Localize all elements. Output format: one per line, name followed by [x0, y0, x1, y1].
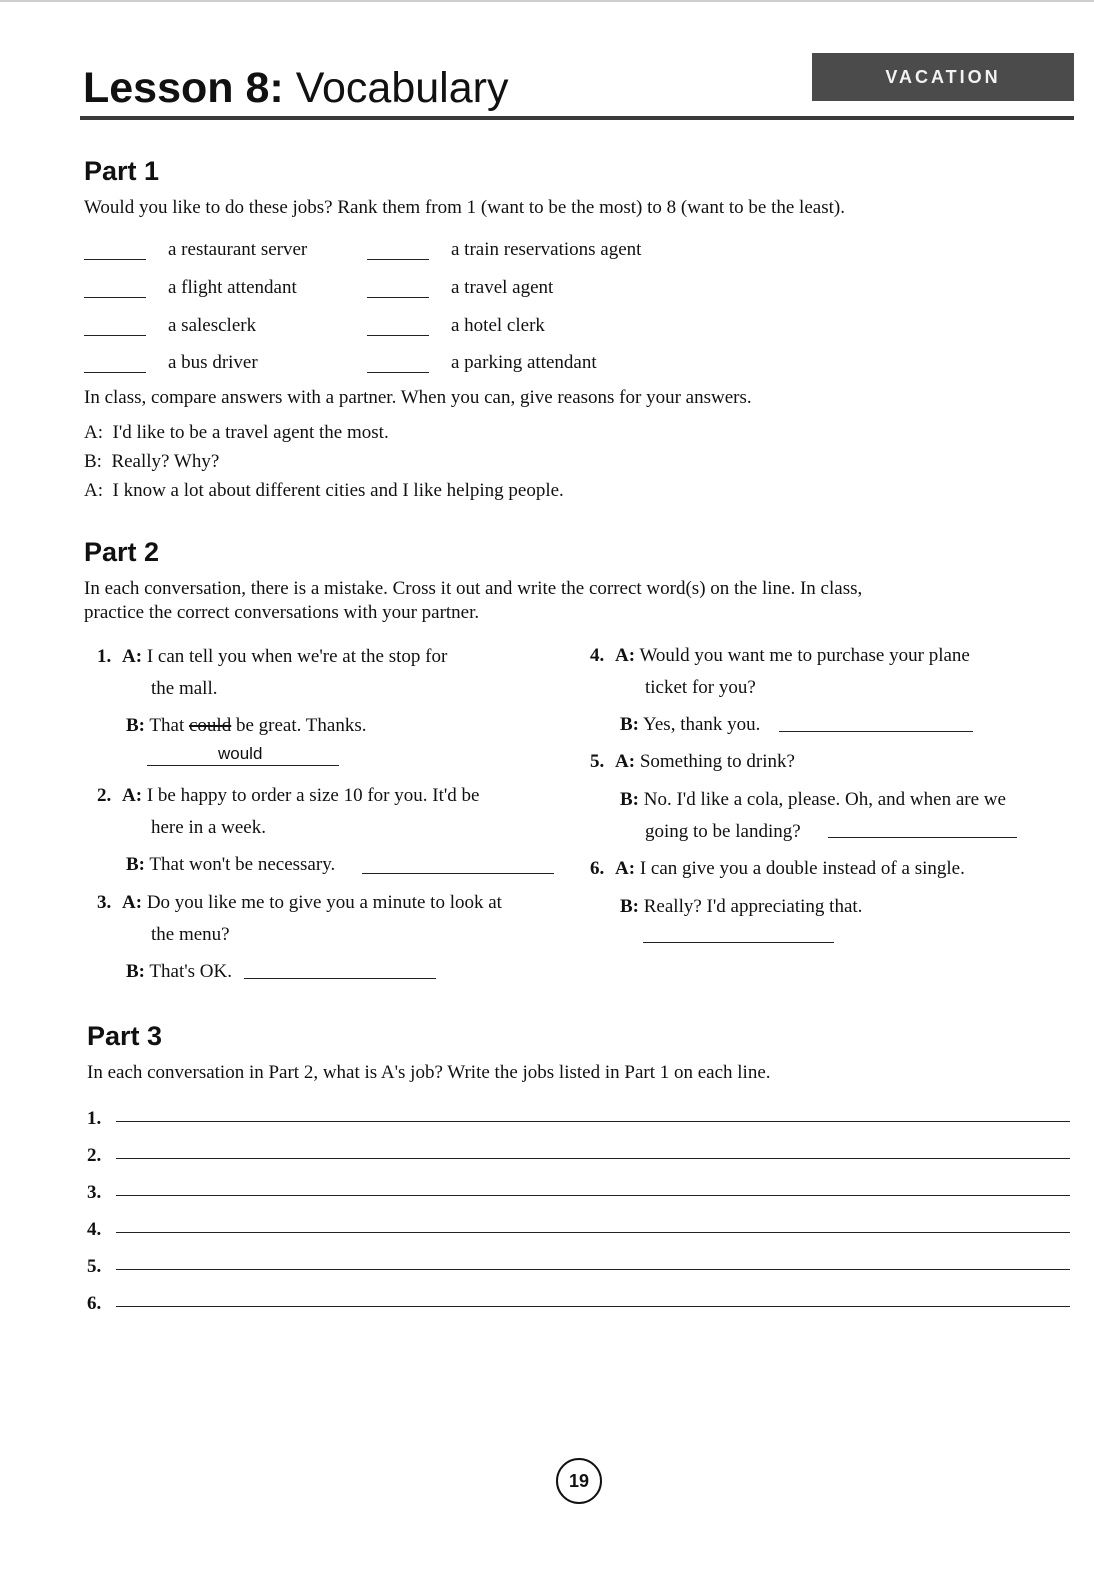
part1-heading: Part 1 — [84, 156, 160, 186]
job-label: a train reservations agent — [451, 239, 642, 260]
speaker-label: B: — [126, 854, 145, 875]
rank-blank[interactable] — [84, 372, 146, 373]
line-text: Really? I'd appreciating that. — [643, 896, 863, 917]
line-text: I be happy to order a size 10 for you. It'd be — [146, 785, 480, 806]
speaker-label: B: — [620, 714, 639, 735]
crossed-out-word: could — [189, 715, 232, 736]
response-line — [620, 713, 760, 737]
rank-blank[interactable] — [367, 297, 429, 298]
speaker-label: B: — [126, 715, 145, 736]
answer-blank[interactable] — [362, 873, 554, 874]
dialogue-line — [84, 421, 389, 445]
conversation-item-3 — [97, 891, 502, 915]
answer-line[interactable] — [116, 1269, 1070, 1270]
item-number: 1. — [97, 646, 112, 667]
line-text: Would you want me to purchase your plane — [639, 645, 970, 666]
line-text: No. I'd like a cola, please. Oh, and when are we — [643, 789, 1006, 810]
line-text: I can give you a double instead of a single. — [639, 858, 965, 879]
response-line — [126, 714, 366, 738]
item-number: 4. — [590, 645, 605, 666]
speaker-label: B: — [126, 961, 145, 982]
answer-blank[interactable] — [244, 978, 436, 979]
answer-line[interactable] — [116, 1306, 1070, 1307]
written-answer: would — [218, 744, 263, 763]
dialogue-line — [84, 450, 219, 474]
part2-instruction: In each conversation, there is a mistake. Cross it out and write the correct word(s) on the line. In class, — [84, 578, 863, 599]
line-continuation: going to be landing? — [645, 821, 801, 842]
response-line — [126, 960, 232, 984]
answer-blank[interactable] — [779, 731, 973, 732]
rank-blank[interactable] — [84, 297, 146, 298]
item-number: 6. — [590, 858, 605, 879]
part1-instruction: Would you like to do these jobs? Rank them from 1 (want to be the most) to 8 (want to be the least). — [84, 197, 845, 218]
rank-blank[interactable] — [367, 372, 429, 373]
conversation-item-5 — [590, 750, 795, 774]
speaker-label: A: — [122, 646, 143, 667]
speaker-label: A: — [122, 892, 143, 913]
dialogue-text: I'd like to be a travel agent the most. — [112, 422, 389, 443]
answer-line-number: 4. — [87, 1219, 102, 1240]
speaker-label: B: — [620, 789, 639, 810]
line-text: be great. Thanks. — [235, 715, 367, 736]
conversation-item-4 — [590, 644, 970, 668]
answer-blank[interactable] — [643, 942, 834, 943]
job-label: a salesclerk — [168, 315, 257, 336]
job-label: a flight attendant — [168, 277, 297, 298]
header-rule — [80, 116, 1074, 120]
answer-line-number: 3. — [87, 1182, 102, 1203]
speaker-label: A: — [84, 422, 103, 443]
speaker-label: A: — [122, 785, 143, 806]
job-label: a restaurant server — [168, 239, 308, 260]
line-text: That won't be necessary. — [149, 854, 336, 875]
part3-heading: Part 3 — [87, 1021, 163, 1051]
answer-blank[interactable] — [147, 765, 339, 766]
line-text: That's OK. — [149, 961, 232, 982]
conversation-item-6 — [590, 857, 965, 881]
lesson-name: Vocabulary — [295, 64, 509, 112]
answer-line[interactable] — [116, 1195, 1070, 1196]
part2-heading: Part 2 — [84, 537, 160, 567]
speaker-label: B: — [84, 451, 102, 472]
line-text: I can tell you when we're at the stop for — [146, 646, 448, 667]
item-number: 5. — [590, 751, 605, 772]
dialogue-line — [84, 479, 564, 503]
line-text: Yes, thank you. — [643, 714, 761, 735]
response-line — [620, 895, 862, 919]
answer-line[interactable] — [116, 1121, 1070, 1122]
speaker-label: A: — [615, 645, 636, 666]
line-text: Do you like me to give you a minute to look at — [146, 892, 502, 913]
job-label: a hotel clerk — [451, 315, 545, 336]
page-number: 19 — [556, 1458, 602, 1504]
line-continuation: the mall. — [151, 678, 218, 699]
part2-instruction: practice the correct conversations with your partner. — [84, 602, 480, 623]
answer-line[interactable] — [116, 1158, 1070, 1159]
dialogue-text: I know a lot about different cities and I like helping people. — [112, 480, 564, 501]
rank-blank[interactable] — [367, 259, 429, 260]
item-number: 3. — [97, 892, 112, 913]
answer-line-number: 5. — [87, 1256, 102, 1277]
dialogue-text: Really? Why? — [111, 451, 220, 472]
speaker-label: A: — [615, 858, 636, 879]
rank-blank[interactable] — [367, 335, 429, 336]
job-label: a travel agent — [451, 277, 554, 298]
answer-blank[interactable] — [828, 837, 1017, 838]
speaker-label: A: — [615, 751, 636, 772]
line-continuation: ticket for you? — [645, 677, 756, 698]
answer-line-number: 2. — [87, 1145, 102, 1166]
job-label: a bus driver — [168, 352, 258, 373]
line-text: That — [149, 715, 185, 736]
answer-line[interactable] — [116, 1232, 1070, 1233]
answer-line-number: 1. — [87, 1108, 102, 1129]
rank-blank[interactable] — [84, 335, 146, 336]
conversation-item-1 — [97, 645, 447, 669]
lesson-label: Lesson 8: — [83, 64, 284, 112]
top-edge-rule — [0, 0, 1094, 2]
conversation-item-2 — [97, 784, 479, 808]
item-number: 2. — [97, 785, 112, 806]
part3-instruction: In each conversation in Part 2, what is A's job? Write the jobs listed in Part 1 on each line. — [87, 1062, 771, 1083]
compare-instruction: In class, compare answers with a partner. When you can, give reasons for your answers. — [84, 387, 752, 408]
job-label: a parking attendant — [451, 352, 597, 373]
line-continuation: here in a week. — [151, 817, 266, 838]
speaker-label: A: — [84, 480, 103, 501]
response-line — [620, 788, 1006, 812]
response-line — [126, 853, 335, 877]
line-text: Something to drink? — [639, 751, 795, 772]
rank-blank[interactable] — [84, 259, 146, 260]
line-continuation: the menu? — [151, 924, 230, 945]
lesson-title — [83, 58, 508, 118]
speaker-label: B: — [620, 896, 639, 917]
unit-tag: VACATION — [812, 53, 1074, 101]
answer-line-number: 6. — [87, 1293, 102, 1314]
